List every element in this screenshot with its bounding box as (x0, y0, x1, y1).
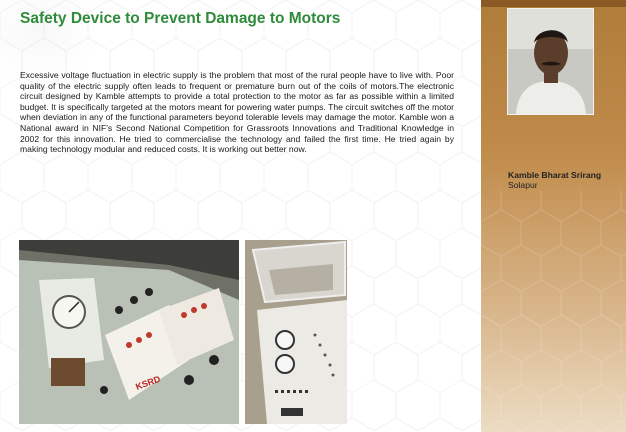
innovator-portrait (507, 8, 594, 115)
innovator-location: Solapur (508, 180, 538, 190)
innovator-sidebar (481, 0, 626, 432)
device-open-photo (245, 240, 347, 424)
device-front-photo (19, 240, 239, 424)
article-body: Excessive voltage fluctuation in electric supply is the problem that most of the rural people have to live with. Poor quality of the electric supply often leads to frequent or premature burn out of the coils of motors.The electronic circuit designed by Kamble attempts to provide a total protection to the motor as far as possible within a limited budget. It is specifically targeted at the motors meant for powering water pumps. The circuit switches off the motor when deviation in any of the functional parameters beyond tolerable levels may damage the motor. Kamble won a National award in NIF's Second National Competition for Grassroots Innovations and Traditional Knowledge in 2002 for this innovation. He tried to commercialise the technology and failed the first time. He tried again by making technology modular and reduced costs. It is working out better now. (20, 70, 454, 155)
page-title: Safety Device to Prevent Damage to Motors (20, 10, 341, 27)
device-front-label: KSRD (134, 373, 162, 392)
innovator-name: Kamble Bharat Srirang (508, 170, 602, 180)
